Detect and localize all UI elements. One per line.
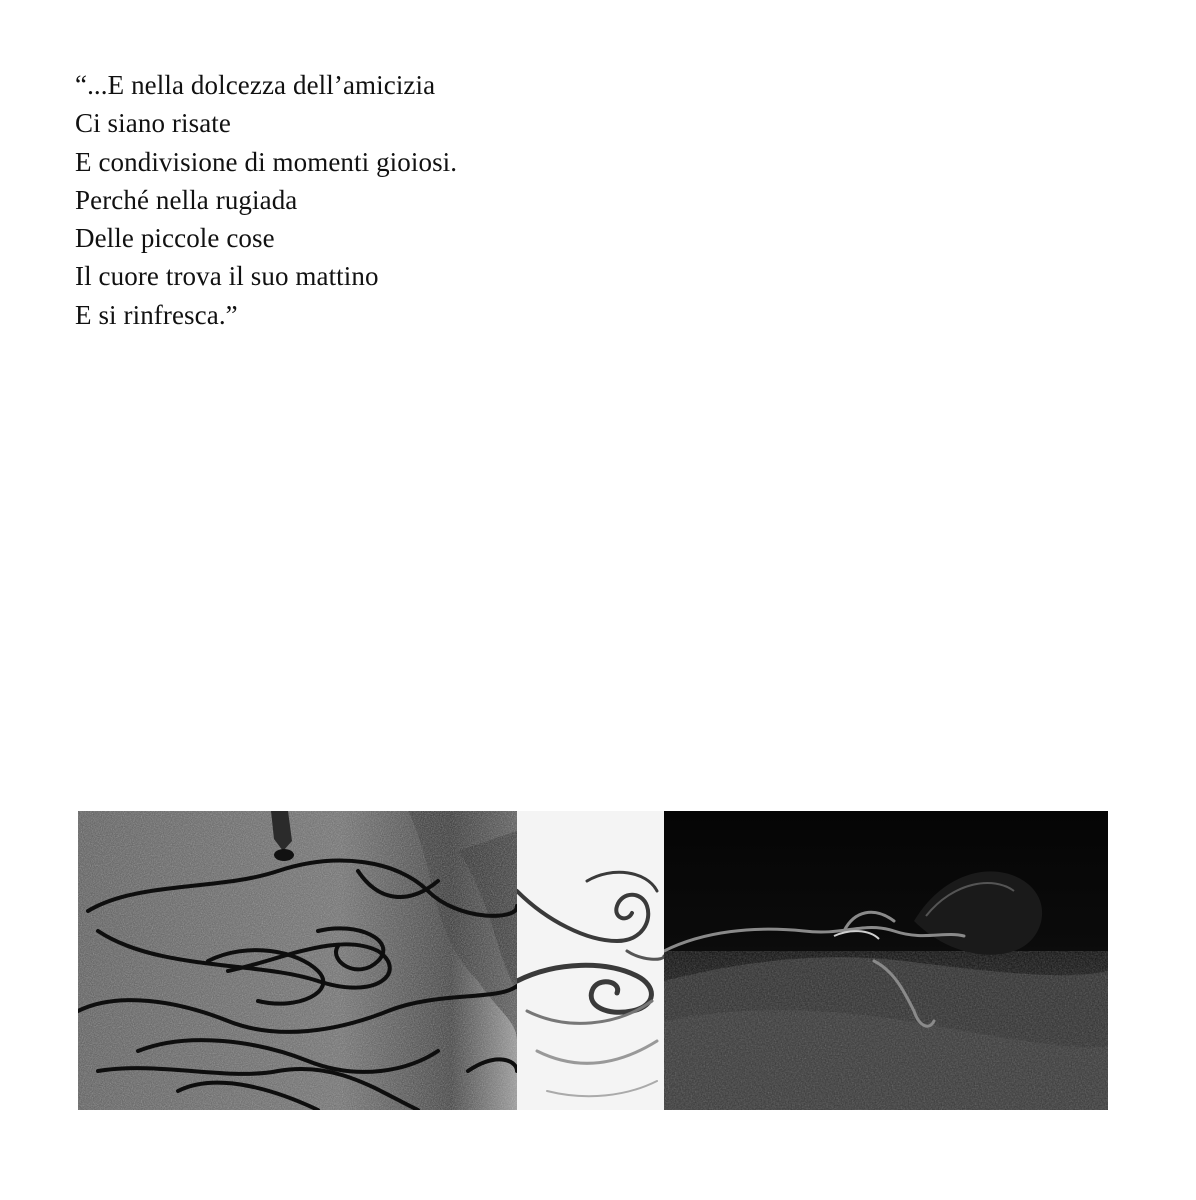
poem-line: Perché nella rugiada: [75, 184, 298, 215]
poem-line: Ci siano risate: [75, 108, 231, 139]
spiral-drawing: [517, 811, 664, 1110]
poem-line: E si rinfresca.”: [75, 299, 238, 330]
poem-line: Delle piccole cose: [75, 223, 275, 254]
hose-pavement-photo: [78, 811, 517, 1110]
poem-text: [75, 66, 775, 334]
poem-line: E condivisione di momenti gioiosi.: [75, 146, 458, 177]
image-collage: [78, 811, 1108, 1110]
dark-hose-photo: [664, 811, 1108, 1110]
poem-line: “...E nella dolcezza dell’amicizia: [75, 70, 436, 100]
poem-line: Il cuore trova il suo mattino: [75, 261, 379, 292]
